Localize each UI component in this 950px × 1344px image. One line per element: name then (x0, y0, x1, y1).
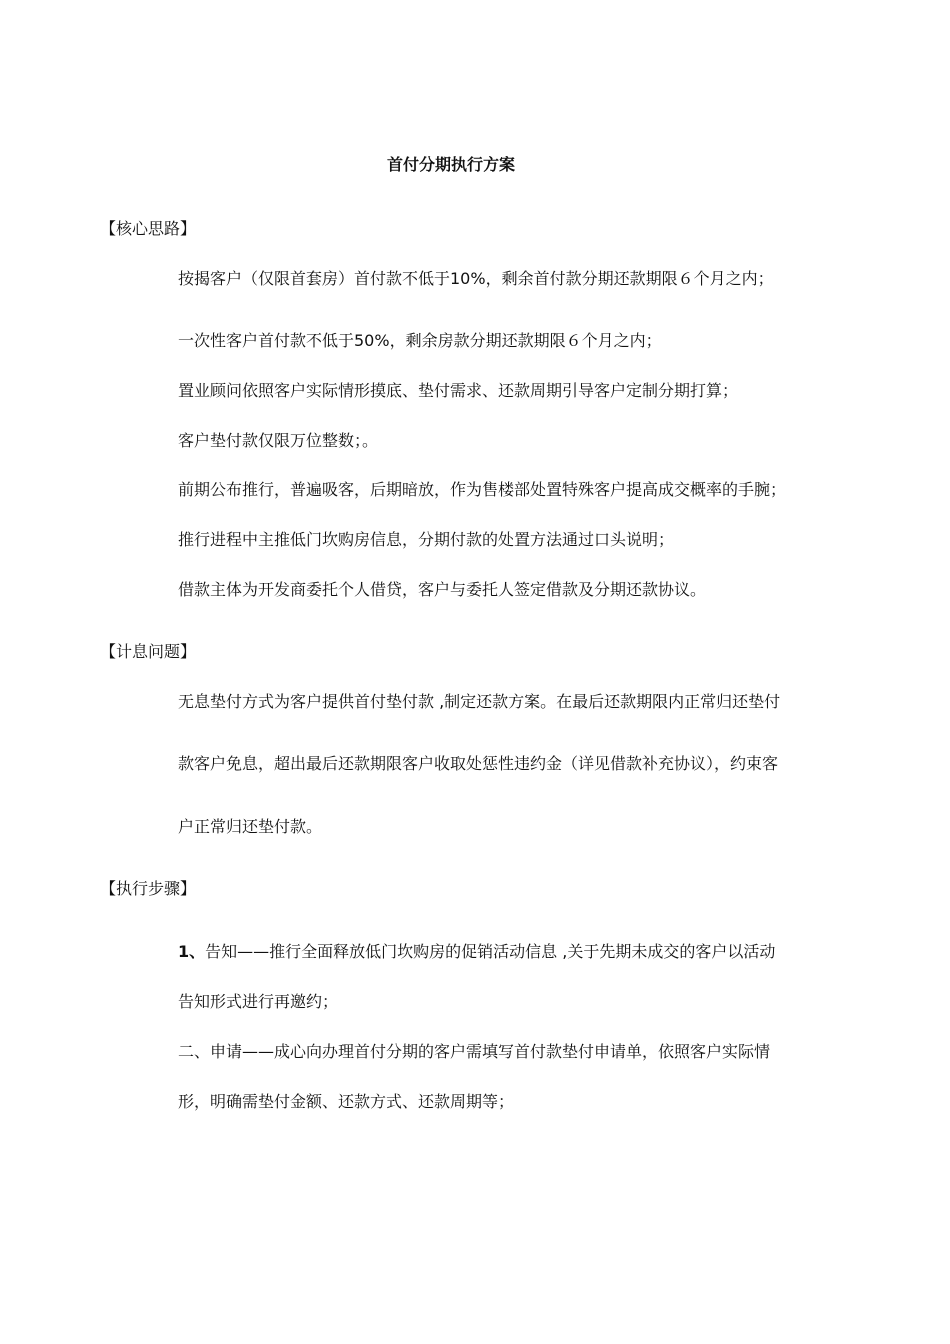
section-heading-core: 【核心思路】 (100, 219, 197, 238)
core-line-5: 前期公布推行，普遍吸客，后期暗放，作为售楼部处置特殊客户提高成交概率的手腕； (178, 480, 787, 499)
interest-line-1: 无息垫付方式为客户提供首付垫付款 ,制定还款方案。在最后还款期限内正常归还垫付 (178, 692, 781, 711)
core-line-3: 置业顾问依照客户实际情形摸底、垫付需求、还款周期引导客户定制分期打算； (178, 381, 739, 400)
core-line-2: 一次性客户首付款不低于50%，剩余房款分期还款期限６个月之内； (178, 331, 662, 350)
core-line-6: 推行进程中主推低门坎购房信息，分期付款的处置方法通过口头说明； (178, 530, 675, 549)
step-2-line-2: 形，明确需垫付金额、还款方式、还款周期等； (178, 1092, 515, 1111)
step-1-number: 1、 (178, 942, 206, 961)
core-line-4: 客户垫付款仅限万位整数；。 (178, 431, 379, 450)
step-1-text: 告知——推行全面释放低门坎购房的促销活动信息 ,关于先期未成交的客户以活动 (205, 942, 776, 961)
step-2-line-1: 二、申请——成心向办理首付分期的客户需填写首付款垫付申请单，依照客户实际情 (178, 1042, 771, 1061)
core-line-1: 按揭客户（仅限首套房）首付款不低于10%，剩余首付款分期还款期限６个月之内； (178, 269, 774, 288)
step-1-line-2: 告知形式进行再邀约； (178, 992, 339, 1011)
step-1-line-1 (178, 939, 775, 962)
core-line-7: 借款主体为开发商委托个人借贷，客户与委托人签定借款及分期还款协议。 (178, 580, 707, 599)
document-title: 首付分期执行方案 (386, 155, 515, 174)
section-heading-interest: 【计息问题】 (100, 642, 197, 661)
section-heading-steps: 【执行步骤】 (100, 879, 197, 898)
interest-line-2: 款客户免息，超出最后还款期限客户收取处惩性违约金（详见借款补充协议），约束客 (178, 754, 779, 773)
interest-line-3: 户正常归还垫付款。 (178, 817, 323, 836)
